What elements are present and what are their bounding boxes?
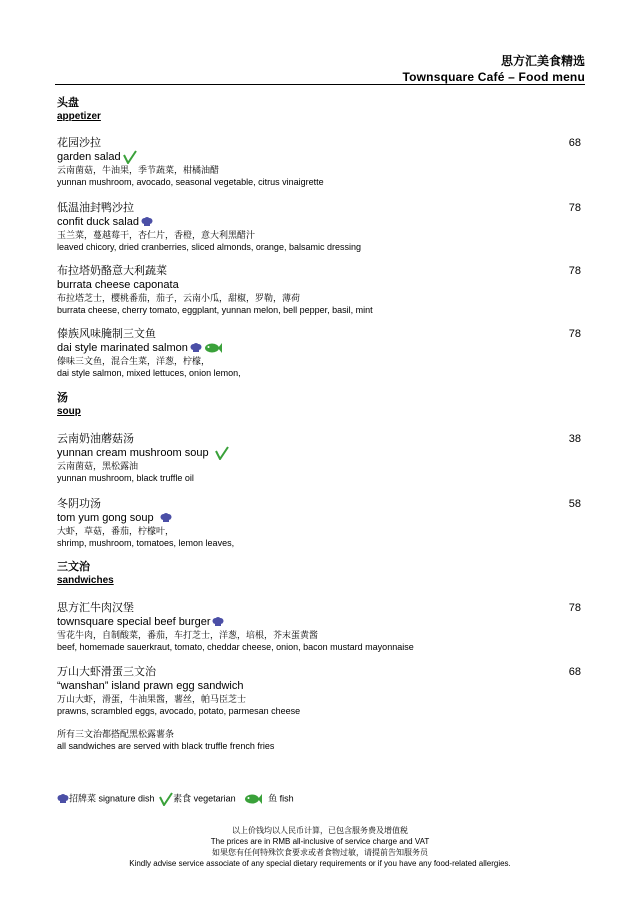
item-name-cn: 傣族风味腌制三文鱼 <box>57 328 156 340</box>
item-desc-en: shrimp, mushroom, tomatoes, lemon leaves, <box>57 538 235 548</box>
category-title-cn: 汤 <box>57 392 68 404</box>
category-title-cn: 头盘 <box>57 97 79 109</box>
item-name-cn: 花园沙拉 <box>57 137 101 149</box>
category-heading-appetizer <box>57 97 585 123</box>
menu-item <box>57 497 585 549</box>
item-desc-cn: 云南菌菇，牛油果，季节蔬菜，柑橘油醋 <box>57 165 220 176</box>
item-desc-cn: 玉兰菜，蔓越莓干，杏仁片，香橙，意大利黑醋汁 <box>57 230 256 240</box>
footer-line-4: Kindly advise service associate of any special dietary requirements or if you have any food-related allergies. <box>129 859 511 868</box>
leaf-check-icon <box>215 446 229 460</box>
menu-item <box>57 201 585 253</box>
item-desc-cn: 大虾，草菇，番茄，柠檬叶， <box>57 526 175 536</box>
menu-title-cn: 思方汇美食精选 <box>500 54 585 68</box>
item-desc-en: dai style salmon, mixed lettuces, onion lemon, <box>57 368 241 378</box>
item-name-en: yunnan cream mushroom soup <box>57 447 209 459</box>
legend-vegetarian: 素食 vegetarian <box>173 793 236 804</box>
chef-hat-icon <box>212 617 224 627</box>
menu-item <box>57 665 585 717</box>
category-title-en: soup <box>57 406 81 417</box>
item-price: 78 <box>568 202 581 214</box>
footer-line-1: 以上价钱均以人民币计算，已包含服务费及增值税 <box>232 826 408 835</box>
item-name-en: garden salad <box>57 151 121 163</box>
item-desc-en: leaved chicory, dried cranberries, sliced almonds, orange, balsamic dressing <box>57 242 361 252</box>
item-price: 38 <box>568 433 581 445</box>
menu-item <box>57 601 585 653</box>
chef-hat-icon <box>190 343 202 353</box>
item-desc-en: beef, homemade sauerkraut, tomato, cheddar cheese, onion, bacon mustard mayonnaise <box>57 642 414 652</box>
item-name-en: confit duck salad <box>57 216 139 228</box>
item-desc-cn: 万山大虾，滑蛋，牛油果酱，薯丝，帕马臣芝士 <box>57 694 247 704</box>
item-name-en: tom yum gong soup <box>57 512 154 524</box>
category-title-en: appetizer <box>57 111 101 122</box>
menu-item <box>57 327 585 379</box>
item-name-cn: 低温油封鸭沙拉 <box>57 202 134 214</box>
category-title-cn: 三文治 <box>57 561 90 573</box>
menu-item <box>57 264 585 316</box>
menu-title-en: Townsquare Café – Food menu <box>402 70 585 84</box>
item-price: 78 <box>568 328 581 340</box>
item-name-cn: 布拉塔奶酪意大利蔬菜 <box>57 265 167 277</box>
item-desc-en: yunnan mushroom, avocado, seasonal vegetable, citrus vinaigrette <box>57 177 324 188</box>
legend-signature: 招牌菜 signature dish <box>69 793 155 804</box>
leaf-check-icon <box>159 792 173 806</box>
item-name-cn: 万山大虾滑蛋三文治 <box>57 666 156 678</box>
footer-line-3: 如果您有任何特殊饮食要求或者食物过敏，请提前告知服务员 <box>212 848 428 857</box>
fish-icon <box>204 342 222 354</box>
menu-header <box>402 54 585 85</box>
footer-line-2: The prices are in RMB all-inclusive of service charge and VAT <box>210 837 430 846</box>
category-heading-soup <box>57 392 585 418</box>
item-desc-cn: 雪花牛肉，自制酸菜，番茄，车打芝士，洋葱，培根，芥末蛋黄酱 <box>57 630 319 640</box>
item-name-cn: 云南奶油蘑菇汤 <box>57 433 134 445</box>
item-name-en: “wanshan” island prawn egg sandwich <box>57 680 244 692</box>
item-name-cn: 思方汇牛肉汉堡 <box>57 602 134 614</box>
category-title-en: sandwiches <box>57 575 114 586</box>
sandwich-note <box>57 728 585 752</box>
leaf-check-icon <box>123 150 137 164</box>
chef-hat-icon <box>160 513 172 523</box>
item-desc-en: yunnan mushroom, black truffle oil <box>57 473 194 484</box>
item-desc-cn: 傣味三文鱼，混合生菜，洋葱，柠檬， <box>57 356 211 366</box>
note-cn: 所有三文治都搭配黑松露薯条 <box>57 729 175 739</box>
item-price: 68 <box>568 137 581 149</box>
item-name-en: burrata cheese caponata <box>57 279 179 291</box>
item-price: 78 <box>568 265 581 277</box>
item-desc-en: burrata cheese, cherry tomato, eggplant, yunnan melon, bell pepper, basil, mint <box>57 305 373 315</box>
note-en: all sandwiches are served with black truffle french fries <box>57 741 275 751</box>
item-price: 58 <box>568 498 581 510</box>
item-name-en: dai style marinated salmon <box>57 342 188 354</box>
item-desc-en: prawns, scrambled eggs, avocado, potato, parmesan cheese <box>57 706 301 716</box>
item-desc-cn: 云南菌菇，黑松露油 <box>57 461 139 472</box>
price-footer <box>0 825 640 869</box>
item-name-cn: 冬阴功汤 <box>57 498 101 510</box>
chef-hat-icon <box>57 794 69 804</box>
header-rule <box>55 84 585 85</box>
item-price: 68 <box>568 666 581 678</box>
chef-hat-icon <box>141 217 153 227</box>
icon-legend <box>57 790 294 807</box>
category-heading-sandwiches <box>57 561 585 587</box>
fish-icon <box>244 793 262 805</box>
item-desc-cn: 布拉塔芝士，樱桃番茄，茄子，云南小瓜，甜椒，罗勒，薄荷 <box>57 293 301 303</box>
item-price: 78 <box>568 602 581 614</box>
legend-fish: 鱼 fish <box>268 793 294 804</box>
menu-item <box>57 136 585 188</box>
menu-item <box>57 432 585 484</box>
item-name-en: townsquare special beef burger <box>57 616 211 628</box>
